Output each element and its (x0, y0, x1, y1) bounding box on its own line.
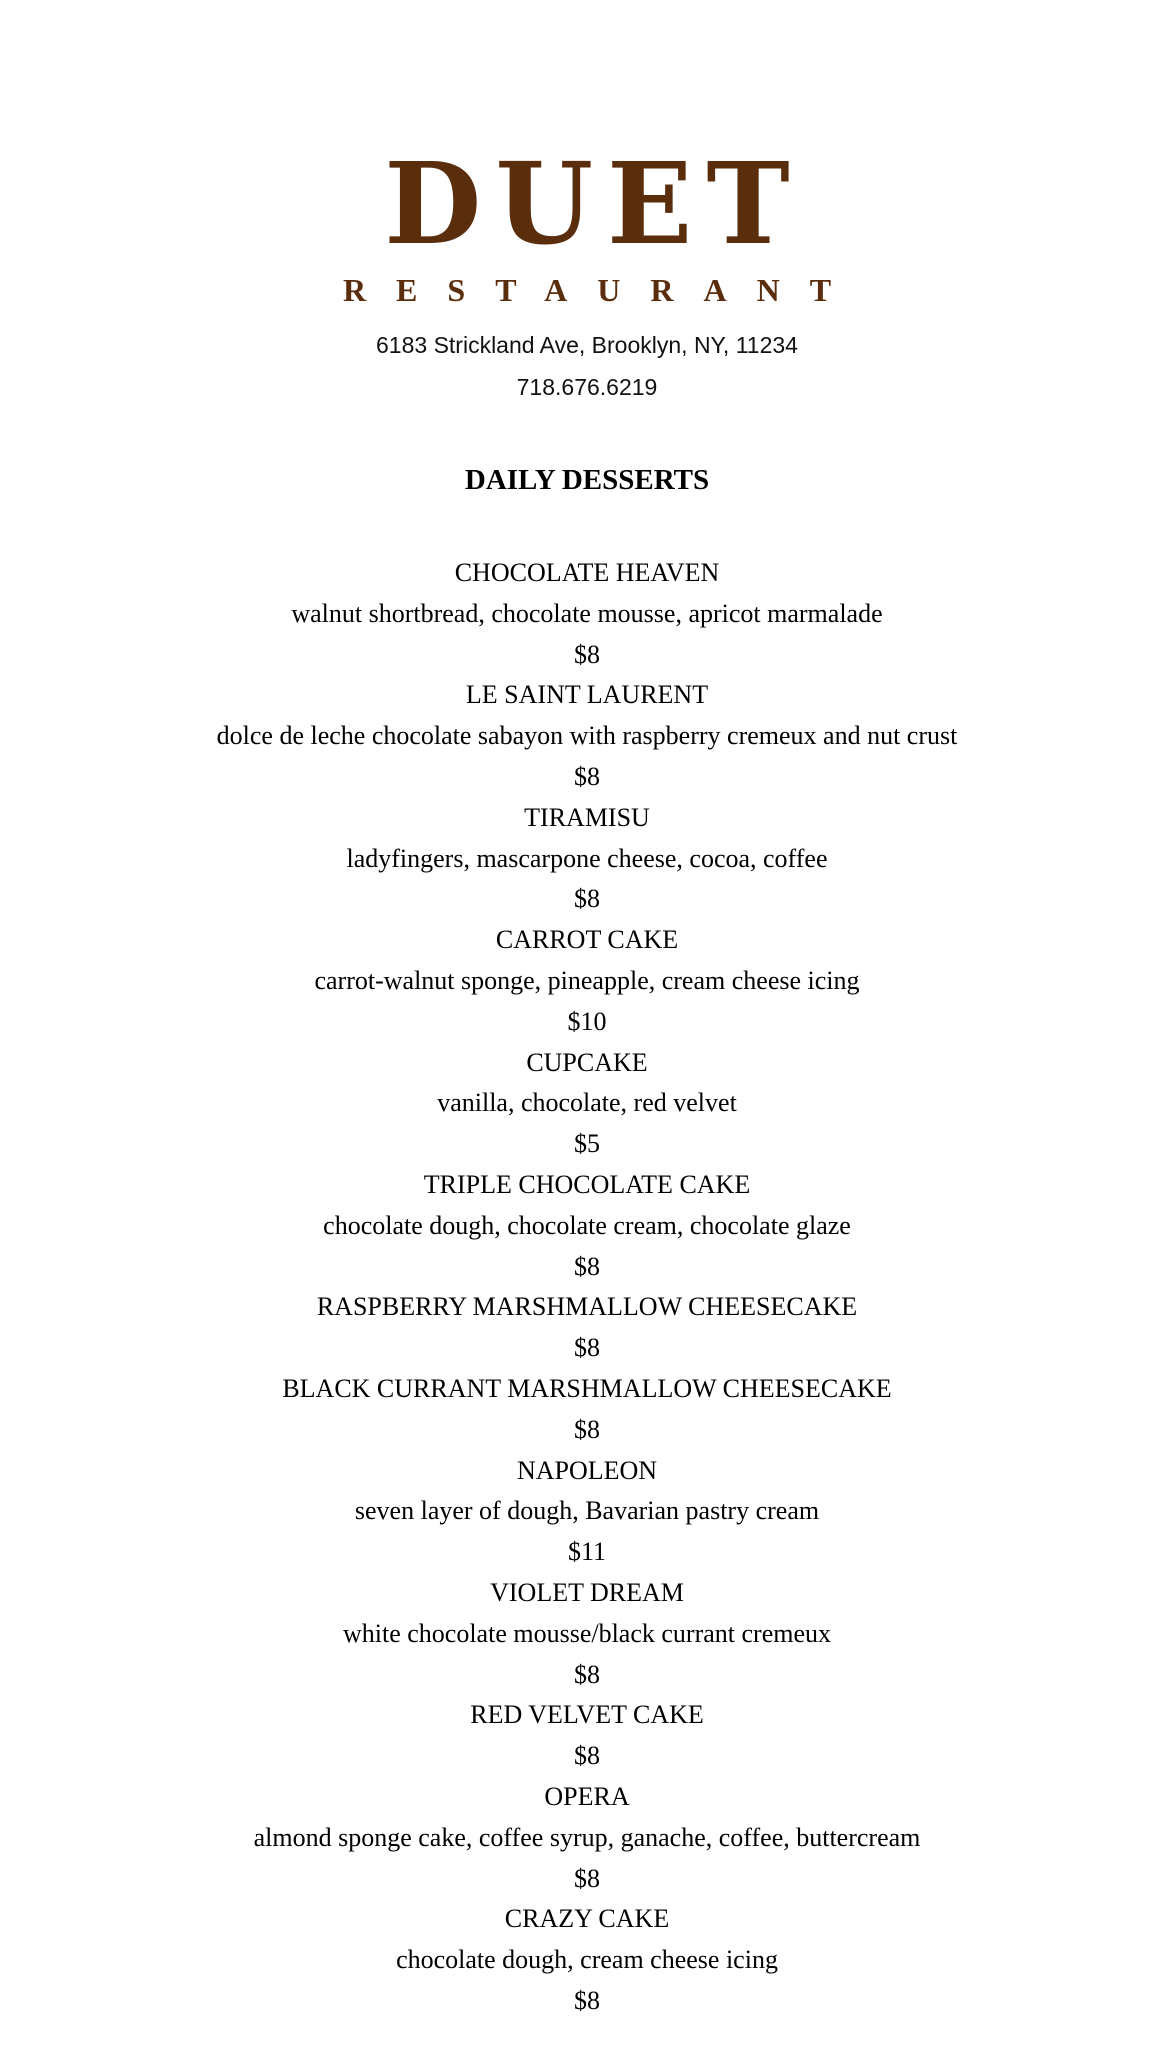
menu-item-name: OPERA (544, 1781, 630, 1811)
menu-item-description: carrot-walnut sponge, pineapple, cream cheese icing (314, 965, 860, 995)
menu-item-name: BLACK CURRANT MARSHMALLOW CHEESECAKE (282, 1373, 892, 1403)
menu-item-price: $8 (574, 1251, 600, 1281)
menu-item-description: chocolate dough, chocolate cream, chocolate glaze (323, 1210, 851, 1240)
menu-item-name: RASPBERRY MARSHMALLOW CHEESECAKE (316, 1292, 858, 1322)
menu-item (0, 1573, 1174, 1695)
menu-item-description: vanilla, chocolate, red velvet (437, 1088, 737, 1118)
menu-item-price: $10 (567, 1006, 607, 1036)
menu-item-name: CRAZY CAKE (504, 1904, 670, 1934)
menu-item-price: $5 (574, 1129, 600, 1159)
menu-item (0, 1777, 1174, 1899)
dessert-list (0, 553, 1174, 2022)
menu-item-price: $8 (574, 1659, 600, 1689)
menu-item-name: LE SAINT LAURENT (465, 680, 709, 710)
menu-item-name: CHOCOLATE HEAVEN (454, 558, 720, 587)
menu-item-price: $8 (574, 1863, 600, 1893)
restaurant-address: 6183 Strickland Ave, Brooklyn, NY, 11234 (376, 332, 798, 358)
menu-item (0, 920, 1174, 1042)
menu-item-name: RED VELVET CAKE (470, 1700, 704, 1730)
menu-item (0, 1695, 1174, 1777)
menu-item-name: CUPCAKE (526, 1047, 648, 1077)
menu-item-price: $8 (574, 1333, 600, 1363)
menu-item (0, 1287, 1174, 1369)
menu-item-price: $8 (574, 1414, 600, 1444)
menu-item-description: almond sponge cake, coffee syrup, ganache, coffee, buttercream (253, 1822, 921, 1852)
menu-item-description: walnut shortbread, chocolate mousse, apricot marmalade (291, 598, 883, 628)
logo-wordmark: DUET (384, 139, 804, 270)
menu-item-price: $8 (574, 884, 600, 914)
menu-item-name: VIOLET DREAM (490, 1577, 684, 1607)
restaurant-phone: 718.676.6219 (516, 374, 658, 400)
menu-item (0, 553, 1174, 675)
menu-item-price: $8 (574, 1985, 600, 2015)
menu-item-description: dolce de leche chocolate sabayon with raspberry cremeux and nut crust (216, 721, 958, 751)
menu-item-description: white chocolate mousse/black currant cremeux (342, 1618, 832, 1648)
menu-item-price: $8 (574, 1741, 600, 1771)
menu-heading: DAILY DESSERTS (464, 464, 710, 496)
menu-item (0, 1451, 1174, 1573)
menu-item-description: ladyfingers, mascarpone cheese, cocoa, coffee (346, 843, 828, 873)
menu-item (0, 798, 1174, 920)
menu-item-name: TIRAMISU (524, 802, 650, 832)
menu-item (0, 1043, 1174, 1165)
menu-item-description: seven layer of dough, Bavarian pastry cream (354, 1496, 820, 1526)
menu-item-name: CARROT CAKE (495, 925, 679, 955)
menu-item-name: TRIPLE CHOCOLATE CAKE (423, 1169, 751, 1199)
logo-subtitle: RESTAURANT (342, 272, 862, 308)
menu-item (0, 1369, 1174, 1451)
menu-item-name: NAPOLEON (516, 1455, 658, 1485)
menu-item-price: $8 (574, 761, 600, 791)
menu-item (0, 1165, 1174, 1287)
menu-item-price: $11 (567, 1537, 607, 1567)
menu-item (0, 1899, 1174, 2021)
menu-item (0, 675, 1174, 797)
menu-item-description: chocolate dough, cream cheese icing (396, 1945, 778, 1975)
menu-item-price: $8 (574, 639, 600, 669)
